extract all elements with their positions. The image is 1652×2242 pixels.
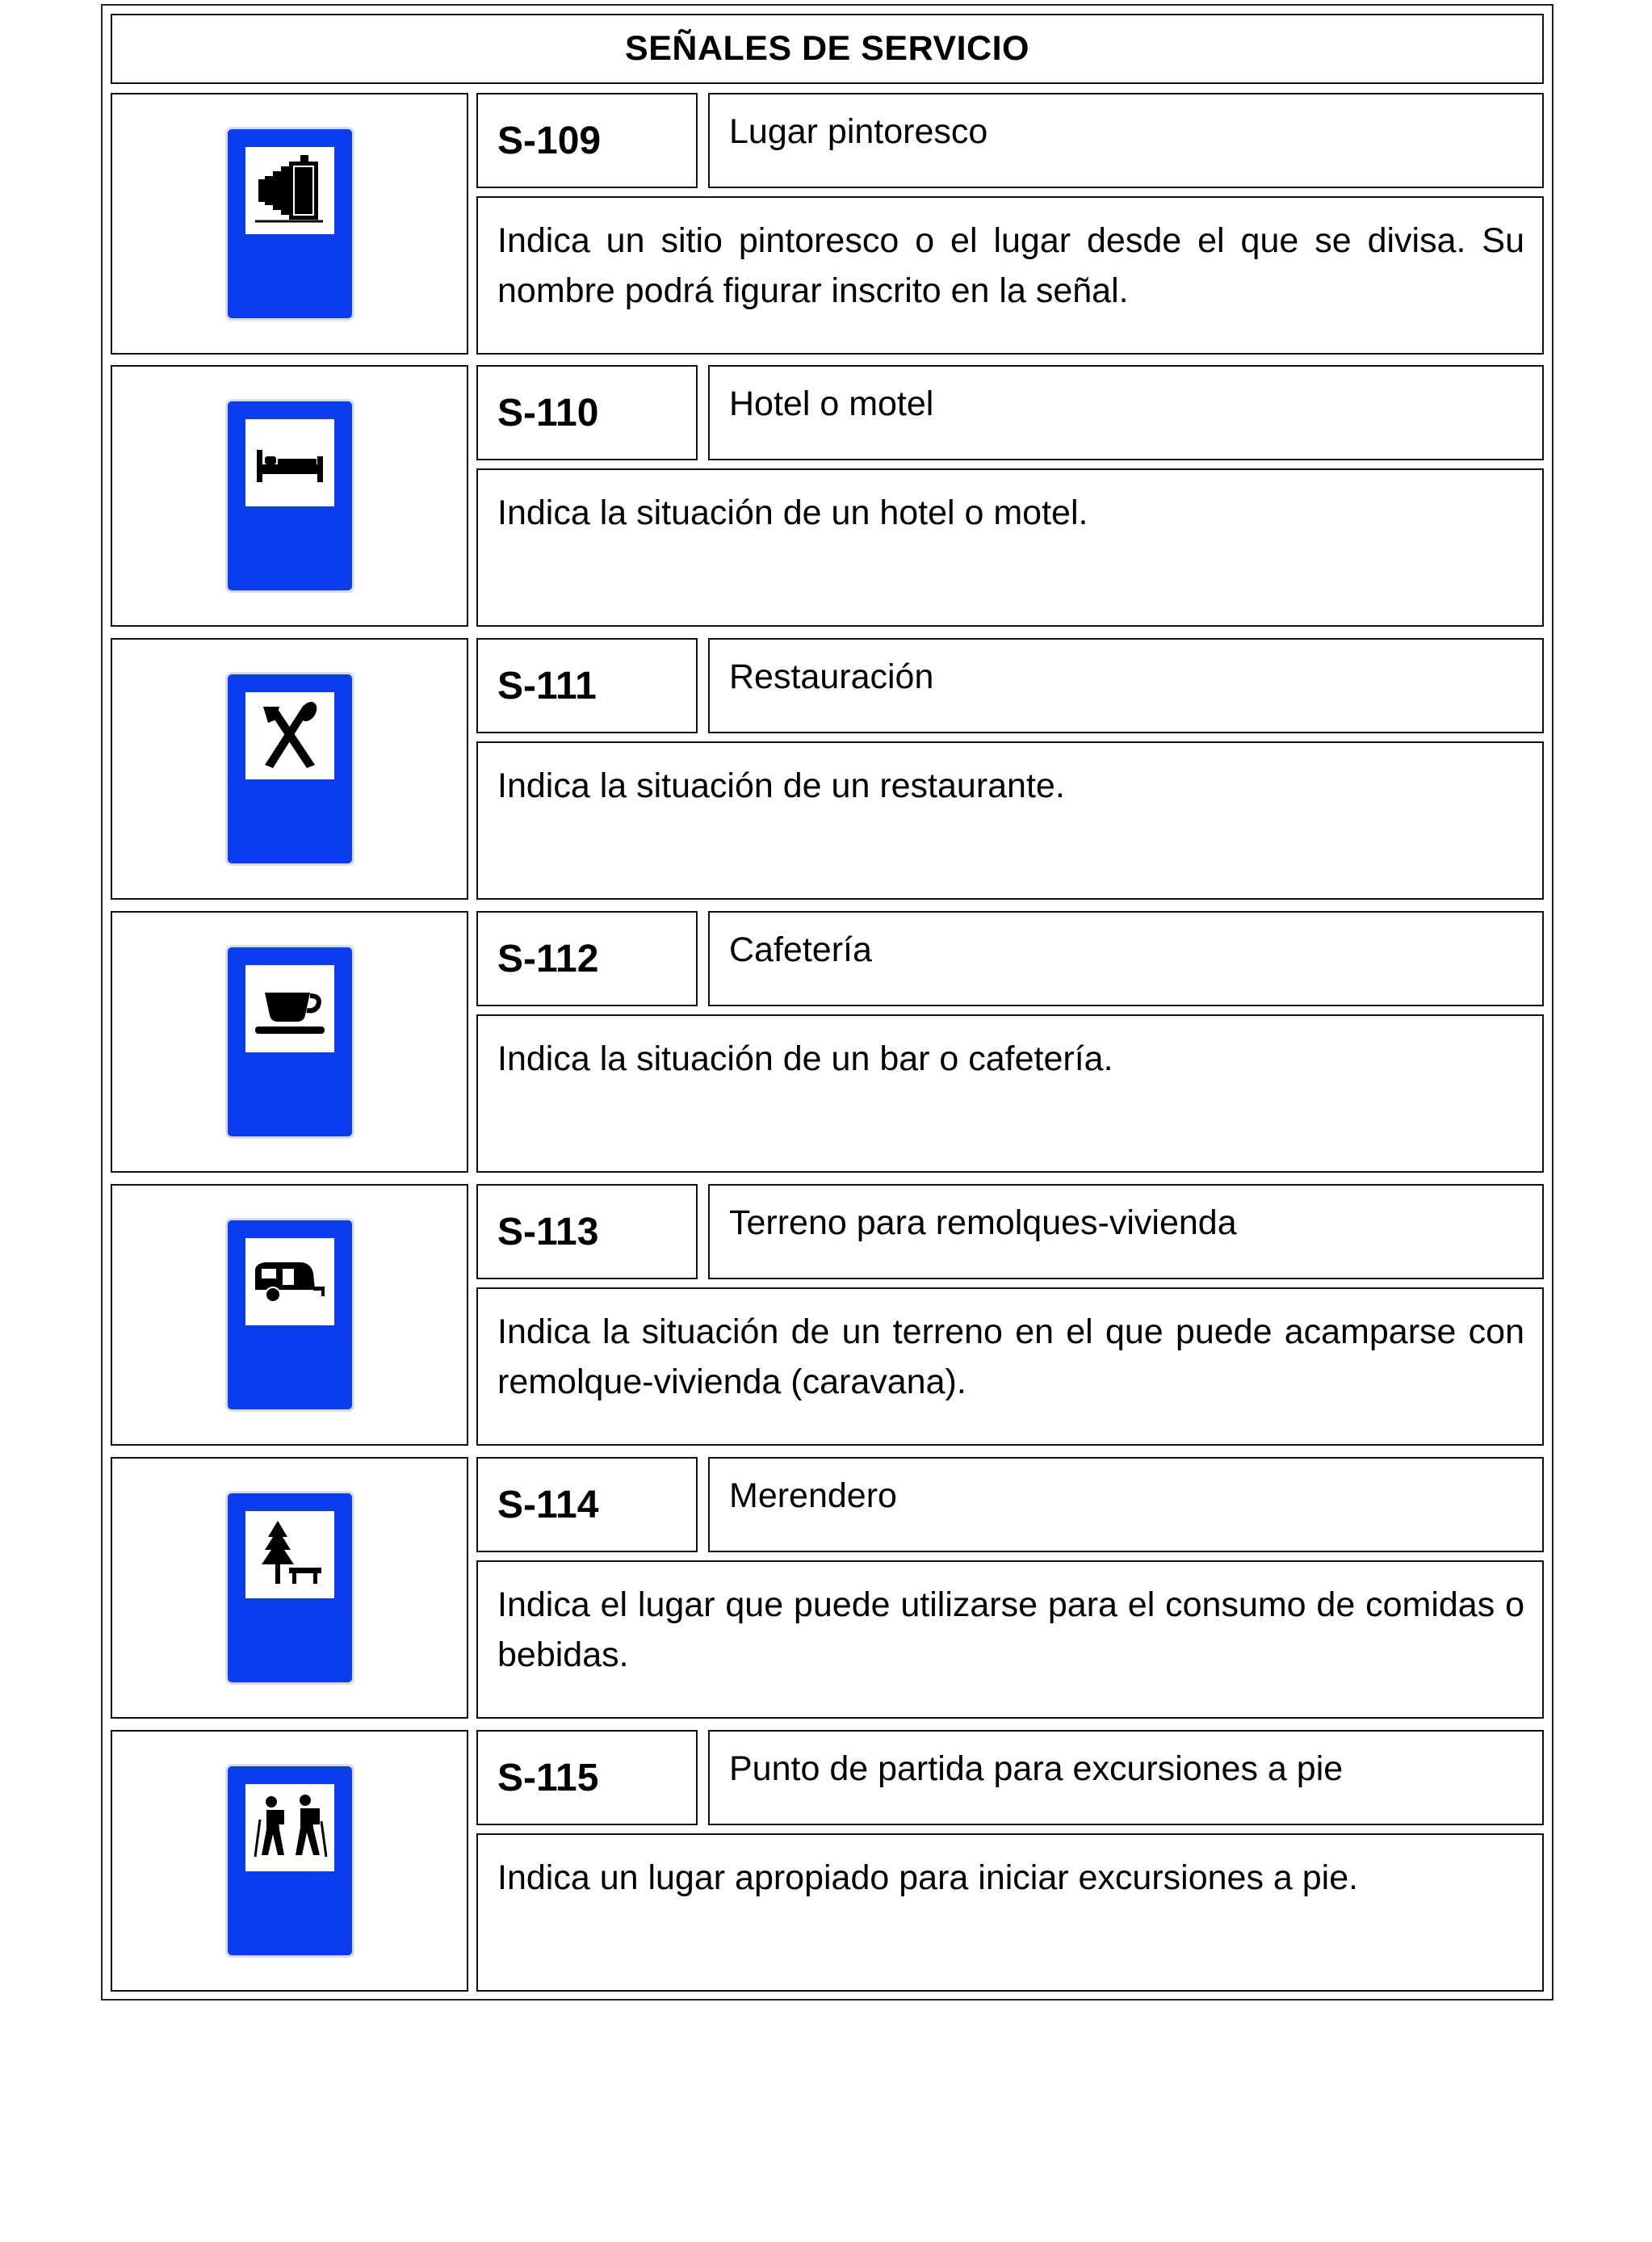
table-title: SEÑALES DE SERVICIO	[111, 14, 1544, 84]
service-sign	[228, 947, 352, 1136]
description-cell: Indica un lugar apropiado para iniciar excursiones a pie.	[476, 1833, 1544, 1992]
icon-cell-s111	[111, 638, 468, 900]
coffee-cup-icon	[245, 965, 334, 1052]
icon-cell-s113	[111, 1184, 468, 1446]
icon-cell-s114	[111, 1457, 468, 1719]
code-cell: S-112	[476, 911, 698, 1006]
description-cell: Indica la situación de un terreno en el que puede acamparse con remolque-vivienda (caravana).	[476, 1287, 1544, 1446]
service-sign	[228, 1493, 352, 1682]
code-cell: S-113	[476, 1184, 698, 1279]
code-cell: S-110	[476, 365, 698, 460]
description-cell: Indica la situación de un restaurante.	[476, 741, 1544, 900]
caravan-icon	[245, 1238, 334, 1325]
service-sign	[228, 1766, 352, 1955]
name-cell: Lugar pintoresco	[708, 93, 1544, 188]
icon-cell-s112	[111, 911, 468, 1173]
name-cell: Restauración	[708, 638, 1544, 733]
code-cell: S-109	[476, 93, 698, 188]
icon-cell-s115	[111, 1730, 468, 1992]
description-cell: Indica un sitio pintoresco o el lugar desde el que se divisa. Su nombre podrá figurar inscrito en la señal.	[476, 196, 1544, 355]
hikers-icon	[245, 1784, 334, 1871]
service-sign	[228, 401, 352, 590]
code-cell: S-111	[476, 638, 698, 733]
name-cell: Terreno para remolques-vivienda	[708, 1184, 1544, 1279]
bed-icon	[245, 419, 334, 506]
service-sign	[228, 1220, 352, 1409]
description-cell: Indica la situación de un bar o cafetería.	[476, 1014, 1544, 1173]
name-cell: Punto de partida para excursiones a pie	[708, 1730, 1544, 1825]
tree-table-icon	[245, 1511, 334, 1598]
icon-cell-s110	[111, 365, 468, 627]
service-sign	[228, 129, 352, 318]
description-cell: Indica la situación de un hotel o motel.	[476, 468, 1544, 627]
fork-knife-icon	[245, 692, 334, 779]
description-cell: Indica el lugar que puede utilizarse para el consumo de comidas o bebidas.	[476, 1560, 1544, 1719]
camera-icon	[245, 147, 334, 234]
code-cell: S-115	[476, 1730, 698, 1825]
service-sign	[228, 674, 352, 863]
icon-cell-s109	[111, 93, 468, 355]
name-cell: Merendero	[708, 1457, 1544, 1552]
name-cell: Hotel o motel	[708, 365, 1544, 460]
code-cell: S-114	[476, 1457, 698, 1552]
name-cell: Cafetería	[708, 911, 1544, 1006]
